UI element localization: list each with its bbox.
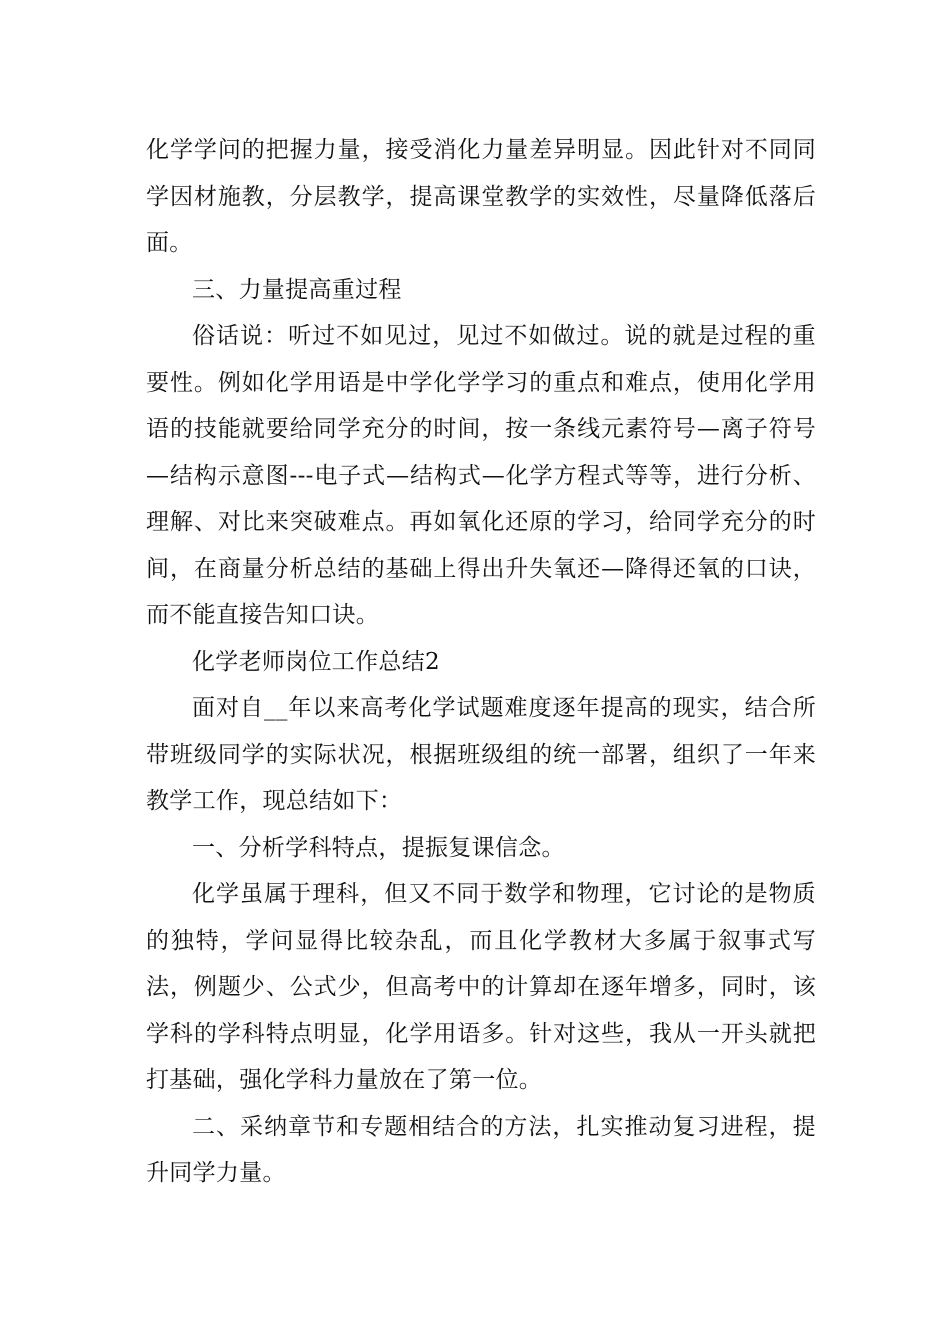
paragraph-proverb: 俗话说：听过不如见过，见过不如做过。说的就是过程的重要性。例如化学用语是中学化学学习的重点和难点，使用化学用语的技能就要给同学充分的时间，按一条线元素符号—离子符号—结构示意图---电子式—结构式—化学方程式等等，进行分析、理解、对比来突破难点。再如氧化还原的学习，给同学充分的时间，在商量分析总结的基础上得出升失氧还—降得还氧的口诀，而不能直接告知口诀。	[146, 323, 816, 628]
section-title: 化学老师岗位工作总结2	[192, 648, 440, 675]
paragraph-intro: 面对自__年以来高考化学试题难度逐年提高的现实，结合所带班级同学的实际状况，根据班级组的统一部署，组织了一年来教学工作，现总结如下：	[146, 695, 816, 814]
heading-subject-features: 一、分析学科特点，提振复课信念。	[192, 834, 565, 861]
heading-power-process: 三、力量提高重过程	[192, 276, 402, 303]
paragraph-continuation: 化学学问的把握力量，接受消化力量差异明显。因此针对不同同学因材施教，分层教学，提高课堂教学的实效性，尽量降低落后面。	[146, 137, 816, 256]
document-body	[146, 127, 816, 1197]
paragraph-subject: 化学虽属于理科，但又不同于数学和物理，它讨论的是物质的独特，学问显得比较杂乱，而且化学教材大多属于叙事式写法，例题少、公式少，但高考中的计算却在逐年增多，同时，该学科的学科特点明显，化学用语多。针对这些，我从一开头就把打基础，强化学科力量放在了第一位。	[146, 881, 816, 1093]
heading-chapter-method: 二、采纳章节和专题相结合的方法，扎实推动复习进程，提升同学力量。	[146, 1113, 816, 1186]
